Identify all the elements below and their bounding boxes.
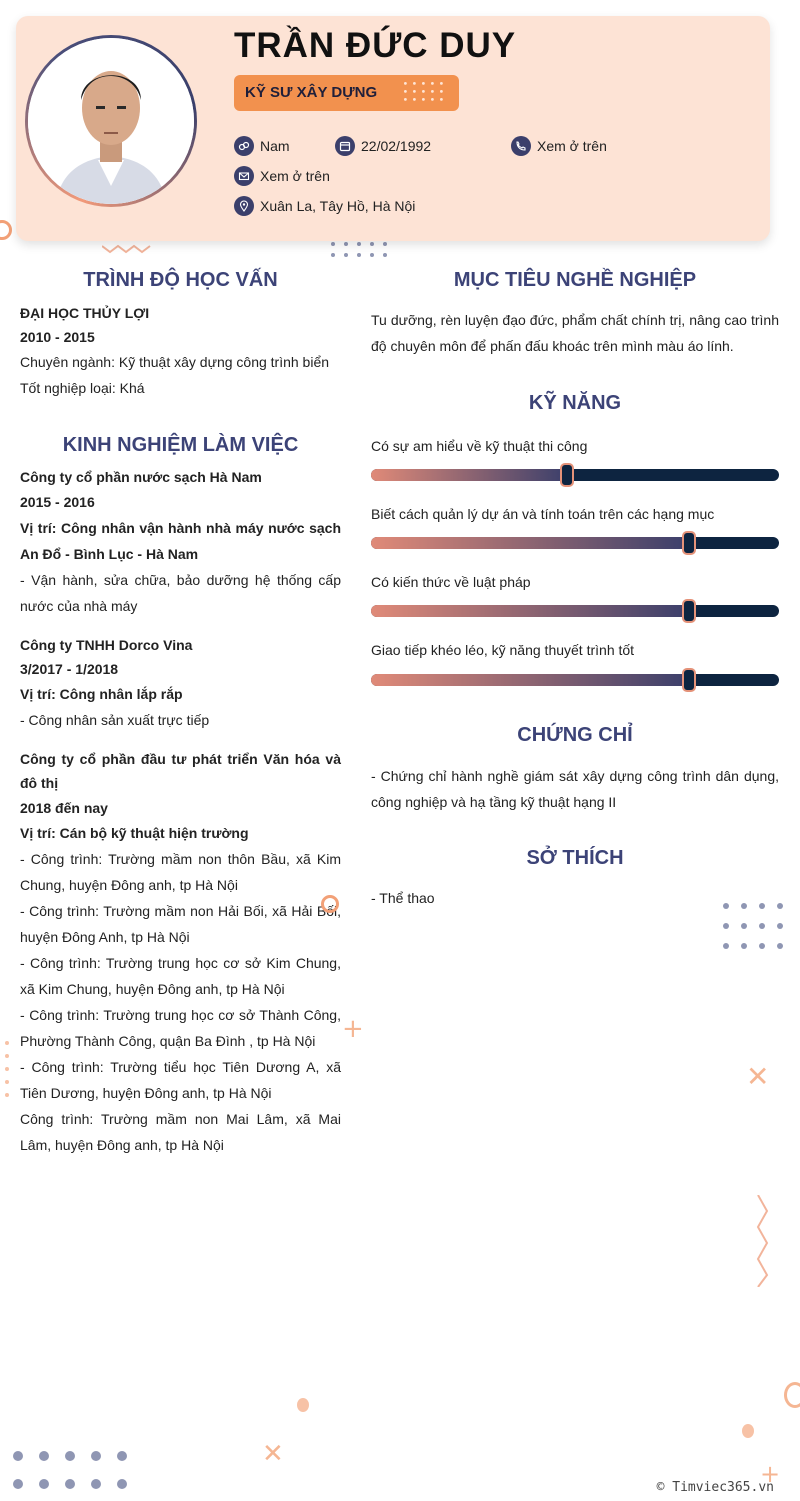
decor-ring-mid (321, 895, 339, 913)
decor-dot (117, 1479, 127, 1489)
education-major: Chuyên ngành: Kỹ thuật xây dựng công trình biển (20, 354, 330, 370)
decor-dot (357, 253, 361, 257)
skill-3-fill (371, 605, 689, 617)
certificates-title: CHỨNG CHỈ (517, 724, 633, 746)
decor-dot (383, 242, 387, 246)
decor-dot (13, 1451, 23, 1461)
decor-dot (422, 82, 425, 85)
decor-dot (5, 1067, 9, 1071)
skill-1-knob (560, 463, 574, 487)
job-title-badge (234, 75, 459, 111)
decor-dot (39, 1451, 49, 1461)
experience-title: KINH NGHIỆM LÀM VIỆC (62, 434, 299, 456)
candidate-name: TRẦN ĐỨC DUY (234, 26, 517, 65)
job-3-desc: - Công trình: Trường mầm non thôn Bầu, xã Kim Chung, huyện Đông anh, tp Hà Nội - Công trình: Trường mầm non Hải Bối, xã Hải Bối, huyện Đông Anh, tp Hà Nội - Công trình: Trường trung học cơ sở Kim Chung, xã Kim Chung, huyện Đông anh, tp Hà Nội - Công trình: Trường trung học cơ sở Thành Công, Phường Thành Công, quận Ba Đình , tp Hà Nội - Công trình: Trường tiểu học Tiên Dương A, xã Tiên Dương, huyện Đông anh, tp Hà Nội Công trình: Trường mầm non Mai Lâm, xã Mai Lâm, huyện Đông anh, tp Hà Nội (20, 851, 341, 1153)
decor-plus-bottom: + (760, 1460, 781, 1488)
job-3-position: Vị trí: Cán bộ kỹ thuật hiện trường (20, 825, 249, 841)
decor-dot (383, 253, 387, 257)
decor-x-bottom: ✕ (262, 1439, 284, 1469)
job-1-position: Vị trí: Công nhân vận hành nhà máy nước sạch An Đổ - Bình Lục - Hà Nam (20, 520, 341, 562)
decor-dot (723, 903, 729, 909)
skill-2-label: Biết cách quản lý dự án và tính toán trên các hạng mục (371, 506, 715, 522)
decor-dot (65, 1451, 75, 1461)
gender-info (234, 136, 290, 156)
decor-dot (759, 903, 765, 909)
decor-dot (741, 923, 747, 929)
objective-text: Tu dưỡng, rèn luyện đạo đức, phẩm chất chính trị, nâng cao trình độ chuyên môn để phấn đấu khoác trên mình màu áo lính. (371, 312, 779, 354)
hobbies-title: SỞ THÍCH (526, 847, 624, 869)
decor-dot (777, 943, 783, 949)
skill-4-label: Giao tiếp khéo léo, kỹ năng thuyết trình tốt (371, 642, 635, 658)
decor-dot (422, 98, 425, 101)
badge-dots-decor (403, 81, 451, 105)
decor-dots-left-vertical (4, 1040, 12, 1100)
phone-icon (511, 136, 531, 156)
certificates-text: - Chứng chỉ hành nghề giám sát xây dựng công trình dân dụng, công nghiệp và hạ tầng kỹ thuật hạng II (371, 768, 779, 810)
skill-3-label: Có kiến thức về luật pháp (371, 574, 531, 590)
decor-dot (357, 242, 361, 246)
decor-dot (344, 242, 348, 246)
phone-value: Xem ở trên (537, 138, 607, 154)
education-years: 2010 - 2015 (20, 329, 95, 345)
decor-dot (759, 923, 765, 929)
decor-dot (331, 253, 335, 257)
decor-zigzag-right (754, 1195, 770, 1287)
job-2-desc: - Công nhân sản xuất trực tiếp (20, 712, 210, 728)
job-title: KỸ SƯ XÂY DỰNG (245, 84, 378, 101)
decor-dot (723, 923, 729, 929)
avatar-frame (25, 35, 197, 207)
decor-dot (413, 90, 416, 93)
gender-value: Nam (260, 138, 290, 154)
skill-4-fill (371, 674, 689, 686)
education-title: TRÌNH ĐỘ HỌC VẤN (83, 269, 278, 291)
hobbies-text: - Thể thao (371, 890, 435, 906)
decor-dot (5, 1054, 9, 1058)
decor-plus-mid: + (342, 1014, 364, 1044)
decor-dot-right (742, 1424, 754, 1438)
decor-dots-right-mid (722, 902, 786, 958)
job-2-period: 3/2017 - 1/2018 (20, 661, 119, 677)
decor-dot (370, 242, 374, 246)
decor-dot (13, 1479, 23, 1489)
decor-dot (404, 82, 407, 85)
job-2-company: Công ty TNHH Dorco Vina (20, 637, 193, 653)
decor-dot (117, 1451, 127, 1461)
education-grade: Tốt nghiệp loại: Khá (20, 380, 145, 396)
decor-dot (741, 943, 747, 949)
skill-4-knob (682, 668, 696, 692)
birthday-value: 22/02/1992 (361, 138, 432, 154)
objective-title: MỤC TIÊU NGHỀ NGHIỆP (453, 269, 697, 291)
decor-dot (5, 1080, 9, 1084)
footer-watermark: © Timviec365.vn (656, 1480, 774, 1495)
decor-dot-center (297, 1398, 309, 1412)
decor-x-right: ✕ (746, 1060, 770, 1093)
email-value: Xem ở trên (260, 168, 330, 184)
decor-dot (344, 253, 348, 257)
skill-3-knob (682, 599, 696, 623)
birthday-info (335, 136, 431, 156)
decor-dot (65, 1479, 75, 1489)
address-info (234, 196, 415, 216)
decor-dot (5, 1041, 9, 1045)
decor-dot (431, 90, 434, 93)
decor-dot (91, 1451, 101, 1461)
decor-dot (431, 98, 434, 101)
decor-zigzag-top (102, 242, 154, 256)
decor-dot (404, 90, 407, 93)
calendar-icon (335, 136, 355, 156)
job-1-company: Công ty cổ phần nước sạch Hà Nam (20, 469, 262, 485)
decor-dot (759, 943, 765, 949)
phone-info (511, 136, 607, 156)
decor-dot (5, 1093, 9, 1097)
education-school: ĐẠI HỌC THỦY LỢI (20, 305, 150, 321)
location-icon (234, 196, 254, 216)
job-2-position: Vị trí: Công nhân lắp rắp (20, 686, 183, 702)
job-1-desc: - Vận hành, sửa chữa, bảo dưỡng hệ thống cấp nước của nhà máy (20, 572, 341, 614)
decor-dot (422, 90, 425, 93)
skill-2-knob (682, 531, 696, 555)
gender-icon (234, 136, 254, 156)
avatar (28, 38, 194, 204)
decor-dot (331, 242, 335, 246)
skill-3-bar (371, 605, 779, 617)
skill-1-bar (371, 469, 779, 481)
skill-2-fill (371, 537, 689, 549)
address-value: Xuân La, Tây Hồ, Hà Nội (260, 198, 416, 214)
mail-icon (234, 166, 254, 186)
decor-ring-bottom-right (784, 1382, 800, 1408)
decor-dot (777, 923, 783, 929)
decor-dot (370, 253, 374, 257)
decor-dot (39, 1479, 49, 1489)
skill-4-bar (371, 674, 779, 686)
job-3-company: Công ty cổ phần đầu tư phát triển Văn hóa và đô thị (20, 751, 341, 791)
skill-1-fill (371, 469, 567, 481)
email-info (234, 166, 330, 186)
job-3-period: 2018 đến nay (20, 800, 108, 816)
job-1-period: 2015 - 2016 (20, 494, 95, 510)
decor-dot (440, 90, 443, 93)
decor-dot (723, 943, 729, 949)
decor-dot (777, 903, 783, 909)
decor-dot (440, 82, 443, 85)
skill-2-bar (371, 537, 779, 549)
decor-dot (741, 903, 747, 909)
decor-dot (431, 82, 434, 85)
decor-dots-bottom-left (12, 1450, 132, 1492)
skills-title: KỸ NĂNG (528, 392, 622, 414)
decor-dot (413, 82, 416, 85)
decor-dot (91, 1479, 101, 1489)
decor-ring-left (0, 220, 12, 240)
decor-dot (440, 98, 443, 101)
decor-dot (404, 98, 407, 101)
skill-1-label: Có sự am hiểu về kỹ thuật thi công (371, 438, 588, 454)
decor-dot (413, 98, 416, 101)
